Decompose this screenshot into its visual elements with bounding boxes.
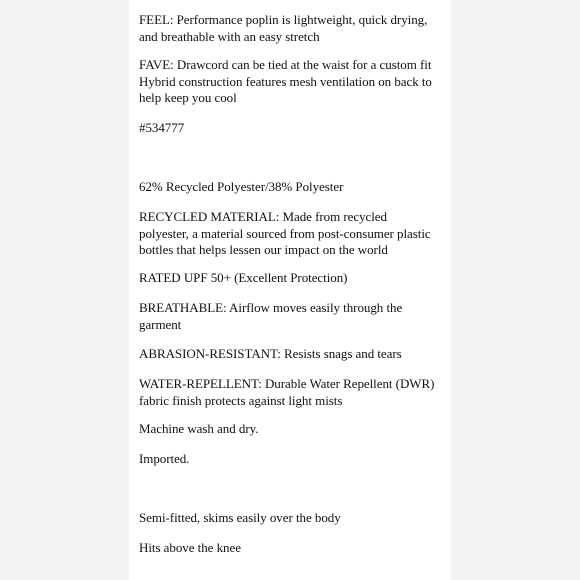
- upf-line: RATED UPF 50+ (Excellent Protection): [139, 270, 348, 285]
- recycled-material-line-1: RECYCLED MATERIAL: Made from recycled: [139, 209, 387, 224]
- fit-paragraph: [139, 510, 449, 527]
- water-repellent-line-2: fabric finish protects against light mists: [139, 392, 343, 408]
- feel-line-1: FEEL: Performance poplin is lightweight, quick drying,: [139, 12, 428, 27]
- feel-line-2: and breathable with an easy stretch: [139, 28, 320, 44]
- care-line: Machine wash and dry.: [139, 421, 259, 436]
- recycled-material-line-3: bottles that helps lessen our impact on the world: [139, 242, 388, 257]
- length-line: Hits above the knee: [139, 540, 241, 555]
- breathable-line-2: garment: [139, 316, 182, 332]
- fave-line-3: help keep you cool: [139, 90, 237, 105]
- breathable-line-1: BREATHABLE: Airflow moves easily through the: [139, 300, 403, 315]
- breathable-paragraph: [139, 300, 449, 333]
- composition-line: 62% Recycled Polyester/38% Polyester: [139, 179, 344, 194]
- origin-paragraph: [139, 451, 449, 468]
- fave-line-1: FAVE: Drawcord can be tied at the waist for a custom fit: [139, 57, 432, 72]
- origin-line: Imported.: [139, 451, 190, 466]
- composition-paragraph: [139, 179, 449, 196]
- feel-paragraph: [139, 12, 449, 45]
- fave-line-2: Hybrid construction features mesh ventilation on back to: [139, 73, 432, 89]
- recycled-material-line-2: polyester, a material sourced from post-consumer plastic: [139, 225, 431, 241]
- style-number-paragraph: [139, 120, 449, 137]
- length-paragraph: [139, 540, 449, 557]
- water-repellent-paragraph: [139, 376, 449, 409]
- recycled-material-paragraph: [139, 209, 449, 259]
- water-repellent-line-1: WATER-REPELLENT: Durable Water Repellent (DWR): [139, 376, 435, 391]
- style-number: #534777: [139, 120, 185, 135]
- abrasion-resistant-paragraph: [139, 346, 449, 363]
- fit-line: Semi-fitted, skims easily over the body: [139, 510, 341, 525]
- care-paragraph: [139, 421, 449, 438]
- abrasion-resistant-line: ABRASION-RESISTANT: Resists snags and tears: [139, 346, 402, 361]
- fave-paragraph: [139, 57, 449, 107]
- upf-paragraph: [139, 270, 449, 287]
